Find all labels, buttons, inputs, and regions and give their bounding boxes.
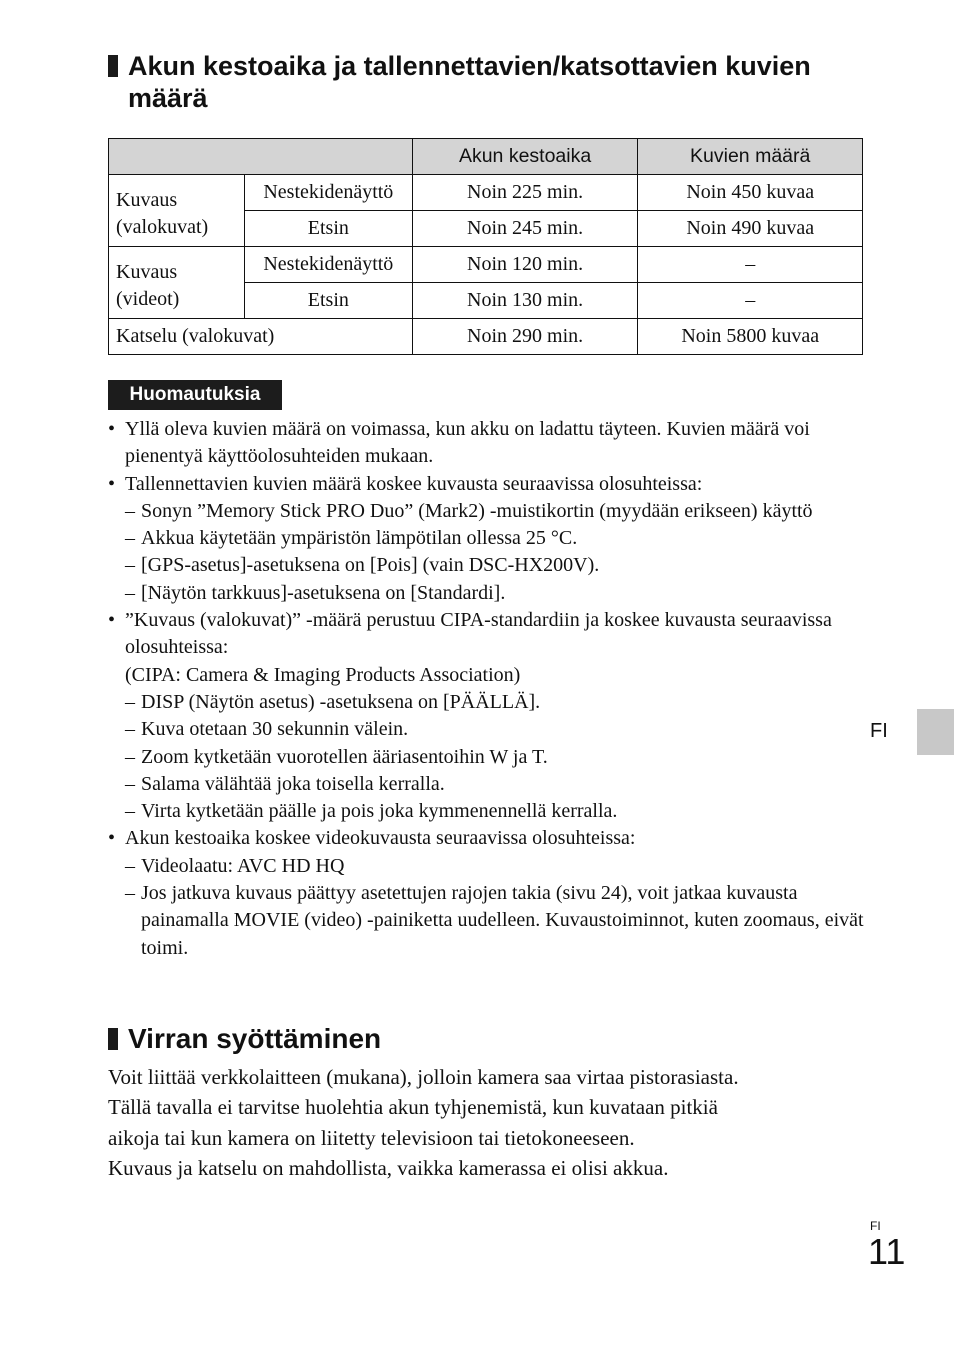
note-bullet-item: • Akun kestoaika koskee videokuvausta seuraavissa olosuhteissa: <box>108 825 868 852</box>
notes-list <box>108 416 868 962</box>
paragraph-line: Kuvaus ja katselu on mahdollista, vaikka kamerassa ei olisi akkua. <box>108 1155 669 1180</box>
table-row <box>109 319 863 355</box>
note-dash-item: – Jos jatkuva kuvaus päättyy asetettujen rajojen takia (sivu 24), voit jatkaa kuvausta painamalla MOVIE (video) -painiketta uudelleen. Kuvaustoiminnot, kuten zoomaus, eivät toimi. <box>108 880 868 962</box>
footer-language: FI <box>870 1219 881 1233</box>
language-tab <box>917 709 954 755</box>
paragraph-line: aikoja tai kun kamera on liitetty televisioon tai tietokoneeseen. <box>108 1125 635 1150</box>
table-header-cell: Akun kestoaika <box>412 139 638 175</box>
table-cell: – <box>638 283 863 319</box>
language-side-label: FI <box>870 720 888 742</box>
table-group-cell: Kuvaus (valokuvat) <box>109 175 245 247</box>
section-title: Akun kestoaika ja tallennettavien/katsottavien kuvien määrä <box>128 51 811 113</box>
note-bullet-item: • Tallennettavien kuvien määrä koskee kuvausta seuraavissa olosuhteissa: <box>108 471 868 498</box>
note-dash-item: – Akkua käytetään ympäristön lämpötilan ollessa 25 °C. <box>108 525 868 552</box>
note-dash-item: – Sonyn ”Memory Stick PRO Duo” (Mark2) -muistikortin (myydään erikseen) käyttö <box>108 498 868 525</box>
table-cell: Nestekidenäyttö <box>244 247 412 283</box>
table-group-cell: Kuvaus (videot) <box>109 247 245 319</box>
table-cell: Noin 130 min. <box>412 283 638 319</box>
heading-marker <box>108 1028 118 1050</box>
table-cell: Noin 120 min. <box>412 247 638 283</box>
heading-marker <box>108 55 118 77</box>
paragraph-line: Tällä tavalla ei tarvitse huolehtia akun tyhjenemistä, kun kuvataan pitkiä <box>108 1095 718 1120</box>
page-number: 11 <box>868 1231 906 1272</box>
note-dash-item: – DISP (Näytön asetus) -asetuksena on [PÄÄLLÄ]. <box>108 689 868 716</box>
note-dash-item: – Salama välähtää joka toisella kerralla. <box>108 771 868 798</box>
table-cell: Nestekidenäyttö <box>244 175 412 211</box>
table-cell: Noin 450 kuvaa <box>638 175 863 211</box>
table-header-row <box>109 139 863 175</box>
table-cell: Noin 490 kuvaa <box>638 211 863 247</box>
notes-badge: Huomautuksia <box>108 380 282 410</box>
table-cell: Noin 245 min. <box>412 211 638 247</box>
power-paragraph <box>108 1062 868 1183</box>
table-header-empty <box>109 139 413 175</box>
table-cell: Noin 290 min. <box>412 319 638 355</box>
note-dash-item: – Zoom kytketään vuorotellen ääriasentoihin W ja T. <box>108 744 868 771</box>
table-group-cell: Katselu (valokuvat) <box>109 319 413 355</box>
table-cell: Etsin <box>244 211 412 247</box>
table-cell: Etsin <box>244 283 412 319</box>
note-dash-item: – Kuva otetaan 30 sekunnin välein. <box>108 716 868 743</box>
table-row <box>109 175 863 211</box>
paragraph-line: Voit liittää verkkolaitteen (mukana), jolloin kamera saa virtaa pistorasiasta. <box>108 1065 739 1089</box>
note-bullet-item: • Yllä oleva kuvien määrä on voimassa, kun akku on ladattu täyteen. Kuvien määrä voi pienentyä käyttöolosuhteiden mukaan. <box>108 416 868 471</box>
table-header-cell: Kuvien määrä <box>638 139 863 175</box>
note-text-item: (CIPA: Camera & Imaging Products Association) <box>125 663 521 686</box>
section-title: Virran syöttäminen <box>128 1023 382 1054</box>
note-dash-item: – [GPS-asetus]-asetuksena on [Pois] (vain DSC-HX200V). <box>108 552 868 579</box>
table-row <box>109 247 863 283</box>
section-heading-battery <box>108 50 868 114</box>
section-heading-power <box>108 1022 381 1056</box>
note-dash-item: – [Näytön tarkkuus]-asetuksena on [Standardi]. <box>108 580 868 607</box>
note-dash-item: – Virta kytketään päälle ja pois joka kymmenennellä kerralla. <box>108 798 868 825</box>
table-cell: Noin 5800 kuvaa <box>638 319 863 355</box>
table-cell: Noin 225 min. <box>412 175 638 211</box>
table-cell: – <box>638 247 863 283</box>
note-bullet-item: • ”Kuvaus (valokuvat)” -määrä perustuu CIPA-standardiin ja koskee kuvausta seuraavissa olosuhteissa: <box>108 607 868 662</box>
note-dash-item: – Videolaatu: AVC HD HQ <box>108 853 868 880</box>
battery-table <box>108 138 863 355</box>
